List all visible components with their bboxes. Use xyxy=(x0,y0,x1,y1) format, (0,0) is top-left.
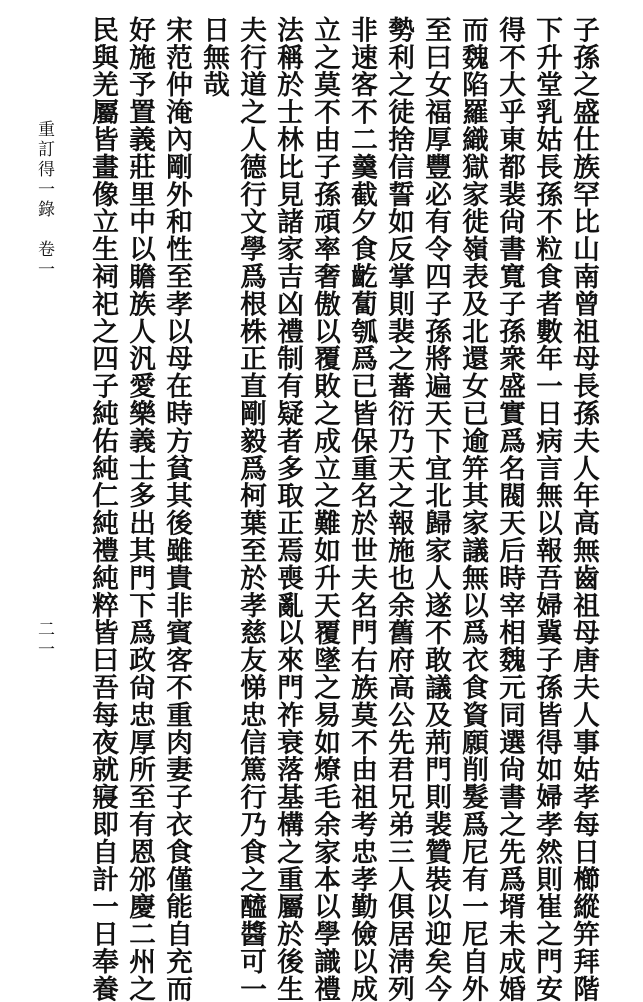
text-column: 得不大乎東都裴尙書寬子孫衆盛實爲名閥天后時宰相魏元同選尙書之先爲壻未成婚 xyxy=(494,16,525,1002)
text-column: 非速客不二羹截夕食齕蔔瓠爲已皆保重名於世夫名門右族莫不由祖考忠孝勤儉以成 xyxy=(346,16,377,1002)
text-column: 子孫之盛仕族罕比山南曾祖母長孫夫人年高無齒祖母唐夫人事姑孝每日櫛縱笄拜階 xyxy=(568,16,599,1002)
text-column: 宋范仲淹內剛外和性至孝以母在時方貧其後雖貴非賓客不重肉妻子衣食僅能自充而 xyxy=(161,16,192,1002)
text-column: 而魏陷羅織獄家徙嶺表及北還女已逾笄其家議無以爲衣食資願削髮爲尼有一尼自外 xyxy=(457,16,488,1002)
text-column: 日無哉 xyxy=(198,16,229,99)
text-column: 下升堂乳姑長孫不粒食者數年一日病言無以報吾婦冀子孫皆得如婦孝然則崔之門安 xyxy=(531,16,562,1002)
text-column: 夫行道之人德行文學爲根株正直剛毅爲柯葉至於孝慈友悌忠信篤行乃食之醯醬可一 xyxy=(235,16,266,1002)
text-column: 至曰女福厚豐必有令四子孫將遍天下宜北歸家人遂不敢議及荊門則裴贊裝以迎矣今 xyxy=(420,16,451,1002)
text-column: 民與羌屬皆畫像立生祠祀之四子純佑純仁純禮純粹皆曰吾每夜就寢即自計一日奉養 xyxy=(87,16,118,1002)
text-column: 好施予置義莊里中以贍族人汎愛樂義士多出其門下爲政尙忠厚所至有恩邠慶二州之 xyxy=(124,16,155,1002)
margin-page-number: 二一 xyxy=(34,620,54,660)
text-column: 勢利之徒捨信誓如反掌則裴之蕃衍乃天之報施也余舊府高公先君兄弟三人俱居淸列 xyxy=(383,16,414,1002)
text-column: 法稱於士林比見諸家吉凶禮制有疑者多取正焉喪亂以來門祚衰落基構之重屬於後生 xyxy=(272,16,303,1002)
text-column: 立之莫不由子孫頑率奢傲以覆敗之成立之難如升天覆墜之易如燎毛余家本以學識禮 xyxy=(309,16,340,1002)
margin-book-title: 重訂得一錄 卷一 xyxy=(34,120,54,280)
